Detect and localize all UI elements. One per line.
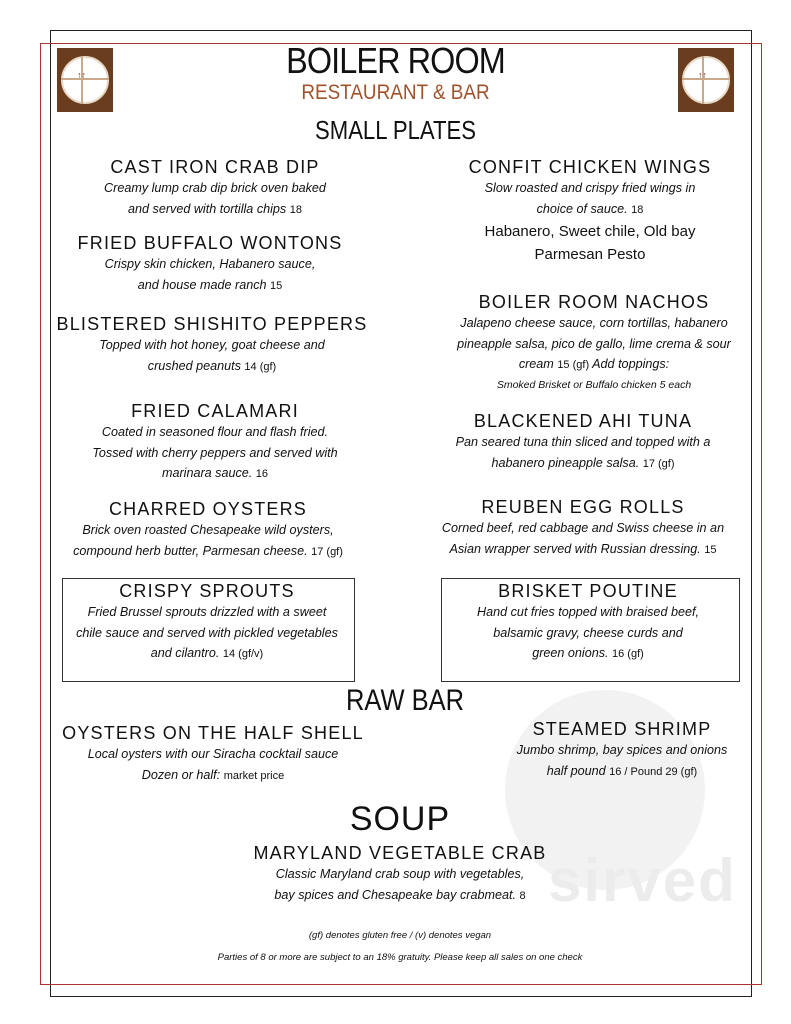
item-title: CAST IRON CRAB DIP [110, 157, 320, 177]
item-description-line [15, 422, 415, 443]
menu-item [12, 313, 412, 377]
item-description-line [15, 199, 415, 221]
description-text: Local oysters with our Siracha cocktail sauce [87, 747, 339, 761]
item-description-line [12, 335, 412, 356]
watermark: sirved [548, 847, 737, 914]
description-text: Slow roasted and crispy fried wings in [484, 181, 696, 195]
item-title: BLACKENED AHI TUNA [473, 411, 693, 431]
item-description-line [15, 463, 415, 485]
description-text: Jalapeno cheese sauce, corn tortillas, habanero [460, 316, 728, 330]
item-title: REUBEN EGG ROLLS [481, 497, 685, 517]
item-price: 14 (gf) [244, 360, 277, 373]
item-description-line [15, 178, 415, 199]
item-price: 15 (gf) [557, 359, 590, 371]
item-title: FRIED CALAMARI [131, 401, 299, 421]
item-title: BLISTERED SHISHITO PEPPERS [56, 314, 368, 334]
section-raw-bar: RAW BAR [345, 684, 465, 717]
item-price: 17 (gf) [642, 457, 675, 470]
logo-fork-icon: ↑↑ [698, 70, 707, 80]
menu-item [10, 232, 410, 296]
description-text: habanero pineapple salsa. [491, 455, 640, 470]
menu-item [200, 842, 600, 906]
description-text: pineapple salsa, pico de gallo, lime crema & sour [457, 336, 731, 351]
description-text: Corned beef, red cabbage and Swiss cheese in an [441, 521, 725, 535]
menu-item [8, 498, 408, 562]
item-title: BOILER ROOM NACHOS [478, 292, 710, 312]
menu-item [388, 580, 788, 665]
add-toppings-label: Add toppings: [592, 357, 670, 371]
description-text: Hand cut fries topped with braised beef, [477, 605, 699, 619]
item-description-line [394, 313, 791, 334]
description-text: and served with tortilla chips [128, 201, 287, 216]
logo-fork-icon: ↑↑ [77, 70, 86, 80]
item-price: 15 [704, 543, 717, 556]
item-description-line [15, 443, 415, 464]
item-price: 14 (gf/v) [222, 648, 264, 660]
item-description-line [12, 356, 412, 378]
description-text: half pound [546, 763, 606, 778]
item-price: 17 (gf) [311, 545, 343, 558]
description-text: Jumbo shrimp, bay spices and onions [516, 743, 728, 757]
item-description-line [383, 539, 783, 561]
menu-item [383, 496, 783, 560]
section-soup: SOUP [349, 800, 451, 838]
description-text: Coated in seasoned flour and flash fried. [101, 425, 329, 439]
item-description-line [422, 761, 791, 783]
item-title: CHARRED OYSTERS [108, 499, 308, 519]
item-description-line [13, 744, 413, 765]
item-price: 18 [631, 203, 644, 216]
description-text: Classic Maryland crab soup with vegetables, [275, 867, 525, 881]
description-text: Dozen or half: [141, 767, 221, 782]
description-text: Creamy lump crab dip brick oven baked [104, 181, 326, 195]
item-price: 15 [270, 279, 283, 292]
footer-gratuity: Parties of 8 or more are subject to an 18% gratuity. Please keep all sales on one check [217, 952, 583, 963]
description-text: Brick oven roasted Chesapeake wild oysters, [82, 523, 334, 537]
description-text: Pan seared tuna thin sliced and topped with a [455, 435, 711, 449]
menu-item [15, 400, 415, 485]
description-text: choice of sauce. [536, 201, 628, 216]
sauce-options: Habanero, Sweet chile, Old bay [484, 223, 696, 240]
description-text: green onions. [532, 646, 609, 660]
item-description-line [8, 520, 408, 541]
menu-item [13, 722, 413, 786]
item-price: 16 (gf) [612, 648, 644, 660]
item-price: 16 [255, 468, 269, 480]
item-description-line [394, 354, 791, 376]
description-text: bay spices and Chesapeake bay crabmeat. [274, 887, 516, 902]
item-description-line [390, 199, 790, 221]
item-description-line [383, 453, 783, 475]
menu-item [422, 718, 791, 782]
description-text: cream [518, 357, 554, 371]
restaurant-name: BOILER ROOM [286, 40, 505, 81]
restaurant-subtitle: RESTAURANT & BAR [301, 81, 490, 104]
item-price: 16 / Pound 29 (gf) [609, 765, 698, 778]
item-description-line [388, 602, 788, 623]
item-price: 8 [519, 889, 526, 902]
item-description-line [383, 432, 783, 453]
description-text: Asian wrapper served with Russian dressing. [449, 541, 701, 556]
menu-item [383, 410, 783, 474]
description-text: Topped with hot honey, goat cheese and [99, 338, 325, 352]
item-price: market price [223, 769, 285, 782]
item-description-line [388, 643, 788, 665]
item-price: 18 [289, 203, 302, 216]
item-title: CRISPY SPROUTS [119, 581, 295, 601]
menu-item [394, 291, 791, 394]
item-description-line [390, 178, 790, 199]
description-text: Tossed with cherry peppers and served with [92, 445, 338, 460]
item-description-line [7, 643, 407, 665]
item-description-line [7, 602, 407, 623]
item-description-line [200, 885, 600, 907]
item-title: MARYLAND VEGETABLE CRAB [253, 843, 547, 863]
description-text: balsamic gravy, cheese curds and [493, 625, 683, 640]
item-description-line [383, 518, 783, 539]
section-small-plates: SMALL PLATES [315, 115, 476, 145]
item-description-line [10, 254, 410, 275]
description-text: marinara sauce. [161, 466, 253, 480]
sauce-options: Parmesan Pesto [534, 246, 646, 263]
item-description-line [388, 623, 788, 644]
description-text: compound herb butter, Parmesan cheese. [73, 543, 308, 558]
description-text: crushed peanuts [147, 358, 241, 373]
item-title: FRIED BUFFALO WONTONS [77, 233, 343, 253]
description-text: Fried Brussel sprouts drizzled with a sweet [87, 605, 327, 619]
item-title: CONFIT CHICKEN WINGS [468, 157, 712, 177]
menu-item [390, 156, 790, 266]
description-text: and cilantro. [150, 646, 220, 660]
description-text: and house made ranch [137, 277, 267, 292]
item-title: BRISKET POUTINE [498, 581, 678, 601]
menu-item [7, 580, 407, 665]
description-text: chile sauce and served with pickled vegetables [76, 625, 338, 640]
item-description-line [8, 541, 408, 563]
item-description-line [10, 275, 410, 297]
menu-item [15, 156, 415, 220]
item-title: STEAMED SHRIMP [532, 719, 712, 739]
description-text: Crispy skin chicken, Habanero sauce, [104, 257, 316, 271]
item-description-line [200, 864, 600, 885]
item-description-line [394, 334, 791, 355]
item-title: OYSTERS ON THE HALF SHELL [62, 723, 364, 743]
item-description-line [7, 623, 407, 644]
footer-legend: (gf) denotes gluten free / (v) denotes vegan [308, 930, 492, 941]
toppings-note: Smoked Brisket or Buffalo chicken 5 each [496, 378, 692, 391]
item-description-line [422, 740, 791, 761]
item-description-line [13, 765, 413, 787]
